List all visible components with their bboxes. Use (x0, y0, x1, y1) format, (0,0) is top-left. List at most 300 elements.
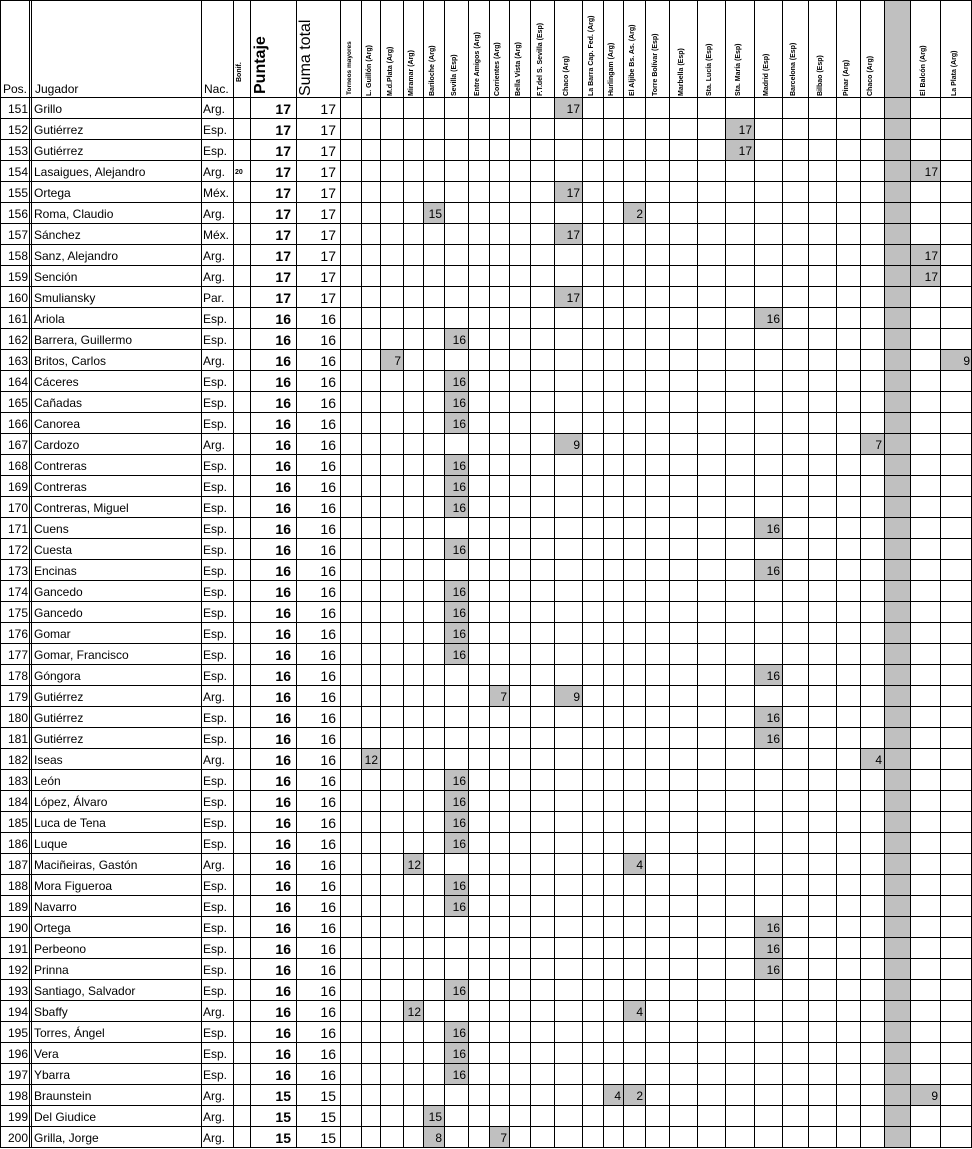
tournament-score: 16 (452, 501, 466, 515)
tournament-score: 15 (428, 1110, 442, 1124)
cell-score: 17 (275, 101, 291, 117)
cell-name: Contreras (34, 480, 87, 494)
cell-name: Sbaffy (34, 1005, 68, 1019)
tournament-header: El Aljibe Bs. As. (Arg) (629, 24, 636, 96)
cell-bonif (233, 1085, 250, 1106)
table-row (0, 266, 972, 287)
tournament-score: 15 (428, 207, 442, 221)
table-row (0, 770, 972, 791)
cell-pos: 172 (7, 543, 28, 557)
grid-vline (940, 0, 941, 1148)
table-row (0, 644, 972, 665)
grid-hline (0, 328, 972, 329)
grid-vline (201, 0, 202, 1148)
cell-sum: 16 (320, 731, 336, 747)
cell-pos: 173 (7, 564, 28, 578)
cell-sum: 15 (320, 1088, 336, 1104)
cell-sum: 17 (320, 101, 336, 117)
table-row (0, 1022, 972, 1043)
tournament-score: 12 (364, 753, 378, 767)
cell-nac: Esp. (203, 627, 228, 641)
cell-score: 16 (275, 416, 291, 432)
cell-nac: Esp. (203, 396, 228, 410)
table-row (0, 1127, 972, 1148)
cell-bonif (233, 560, 250, 581)
grid-vline (250, 0, 251, 1148)
header-pos: Pos. (3, 82, 28, 96)
cell-name: Barrera, Guillermo (34, 333, 133, 347)
cell-score: 17 (275, 206, 291, 222)
table-row (0, 497, 972, 518)
cell-sum: 16 (320, 647, 336, 663)
grid-hline (0, 601, 972, 602)
cell-score: 17 (275, 185, 291, 201)
cell-pos: 185 (7, 816, 28, 830)
table-row (0, 665, 972, 686)
cell-name: Sánchez (34, 228, 81, 242)
tournament-score: 16 (766, 921, 780, 935)
cell-score: 16 (275, 458, 291, 474)
tournament-score: 9 (931, 1089, 938, 1103)
cell-score: 17 (275, 227, 291, 243)
cell-bonif (233, 581, 250, 602)
cell-pos: 165 (7, 396, 28, 410)
cell-pos: 159 (7, 270, 28, 284)
grid-vline (403, 0, 404, 1148)
cell-bonif (233, 266, 250, 287)
grid-vline (444, 0, 445, 1148)
grid-hline (0, 412, 972, 413)
cell-sum: 16 (320, 395, 336, 411)
cell-score: 16 (275, 1004, 291, 1020)
cell-sum: 16 (320, 542, 336, 558)
cell-score: 16 (275, 731, 291, 747)
tournament-score: 7 (875, 438, 882, 452)
grid-hline (0, 454, 972, 455)
cell-sum: 16 (320, 626, 336, 642)
cell-pos: 162 (7, 333, 28, 347)
cell-pos: 177 (7, 648, 28, 662)
tournament-score: 17 (738, 123, 752, 137)
cell-pos: 171 (7, 522, 28, 536)
tournament-score: 16 (452, 627, 466, 641)
cell-nac: Esp. (203, 1047, 228, 1061)
cell-pos: 181 (7, 732, 28, 746)
tournament-score: 16 (452, 480, 466, 494)
tournament-header: Bella Vista (Arg) (515, 42, 522, 96)
cell-score: 16 (275, 962, 291, 978)
cell-name: Sanz, Alejandro (34, 249, 119, 263)
cell-bonif (233, 350, 250, 371)
cell-nac: Esp. (203, 333, 228, 347)
cell-score: 17 (275, 248, 291, 264)
grid-vline (361, 0, 362, 1148)
cell-sum: 17 (320, 290, 336, 306)
table-row (0, 833, 972, 854)
cell-nac: Arg. (203, 438, 226, 452)
tournament-score: 16 (452, 375, 466, 389)
grid-hline (0, 937, 972, 938)
cell-bonif (233, 728, 250, 749)
cell-bonif (233, 1064, 250, 1085)
cell-bonif: 20 (235, 169, 243, 176)
cell-score: 16 (275, 563, 291, 579)
cell-bonif (233, 119, 250, 140)
cell-bonif (233, 539, 250, 560)
cell-sum: 16 (320, 815, 336, 831)
cell-score: 16 (275, 395, 291, 411)
grid-hline (0, 286, 972, 287)
cell-score: 16 (275, 794, 291, 810)
table-row (0, 119, 972, 140)
cell-name: Ybarra (34, 1068, 71, 1082)
tournament-header: Torre Bolívar (Esp) (652, 33, 659, 96)
table-row (0, 791, 972, 812)
cell-pos: 152 (7, 123, 28, 137)
grid-vline (489, 0, 490, 1148)
cell-nac: Esp. (203, 732, 228, 746)
table-row (0, 287, 972, 308)
grid-vline (754, 0, 755, 1148)
tournament-header: La Barra Cap. Fed. (Arg) (588, 15, 595, 96)
table-row (0, 875, 972, 896)
tournament-score: 16 (452, 1026, 466, 1040)
cell-pos: 190 (7, 921, 28, 935)
tournament-header: Barcelona (Esp) (790, 42, 797, 96)
cell-nac: Arg. (203, 690, 226, 704)
cell-sum: 16 (320, 920, 336, 936)
cell-pos: 184 (7, 795, 28, 809)
cell-nac: Méx. (203, 228, 230, 242)
cell-pos: 191 (7, 942, 28, 956)
table-row (0, 224, 972, 245)
cell-score: 16 (275, 605, 291, 621)
cell-nac: Arg. (203, 1110, 226, 1124)
grid-hline (0, 769, 972, 770)
cell-score: 16 (275, 1046, 291, 1062)
grid-hline (0, 664, 972, 665)
grid-hline (0, 202, 972, 203)
grid-hline (0, 1147, 972, 1148)
tournament-score: 16 (766, 564, 780, 578)
cell-bonif (233, 938, 250, 959)
cell-nac: Arg. (203, 270, 226, 284)
cell-nac: Esp. (203, 900, 228, 914)
cell-name: Cardozo (34, 438, 80, 452)
tournament-score: 16 (452, 648, 466, 662)
tournament-header: F.T.del S. Sevilla (Esp) (537, 22, 544, 96)
grid-hline (0, 538, 972, 539)
cell-nac: Esp. (203, 543, 228, 557)
table-row (0, 728, 972, 749)
table-row (0, 350, 972, 371)
cell-pos: 192 (7, 963, 28, 977)
tournament-score: 17 (566, 186, 580, 200)
cell-name: Prinna (34, 963, 69, 977)
grid-hline (0, 370, 972, 371)
cell-bonif (233, 875, 250, 896)
cell-bonif (233, 518, 250, 539)
tournament-score: 2 (636, 1089, 643, 1103)
cell-pos: 174 (7, 585, 28, 599)
cell-sum: 16 (320, 437, 336, 453)
cell-score: 16 (275, 878, 291, 894)
cell-pos: 188 (7, 879, 28, 893)
cell-score: 16 (275, 710, 291, 726)
cell-pos: 175 (7, 606, 28, 620)
grid-hline (0, 160, 972, 161)
cell-score: 16 (275, 542, 291, 558)
grid-hline (0, 643, 972, 644)
grid-hline (0, 139, 972, 140)
cell-bonif (233, 770, 250, 791)
grid-hline (0, 391, 972, 392)
tournament-score: 9 (963, 354, 970, 368)
cell-sum: 16 (320, 710, 336, 726)
cell-score: 15 (275, 1109, 291, 1125)
cell-nac: Esp. (203, 459, 228, 473)
tournament-score: 16 (766, 963, 780, 977)
grid-hline (0, 811, 972, 812)
table-row (0, 1106, 972, 1127)
tournament-score: 16 (766, 312, 780, 326)
table-row (0, 1085, 972, 1106)
grid-vline (31, 0, 32, 1148)
cell-sum: 16 (320, 563, 336, 579)
cell-name: Maciñeiras, Gastón (34, 858, 138, 872)
table-row (0, 245, 972, 266)
grid-hline (0, 475, 972, 476)
grid-hline (0, 517, 972, 518)
cell-name: Cáceres (34, 375, 79, 389)
tournament-score: 16 (766, 522, 780, 536)
grid-vline (509, 0, 510, 1148)
grid-vline (29, 0, 30, 1148)
cell-pos: 183 (7, 774, 28, 788)
cell-sum: 16 (320, 374, 336, 390)
cell-nac: Méx. (203, 186, 230, 200)
cell-pos: 178 (7, 669, 28, 683)
cell-name: Grillo (34, 102, 63, 116)
cell-sum: 16 (320, 962, 336, 978)
cell-name: Ortega (34, 186, 71, 200)
cell-sum: 16 (320, 983, 336, 999)
cell-pos: 199 (7, 1110, 28, 1124)
grid-vline (910, 0, 911, 1148)
cell-sum: 16 (320, 689, 336, 705)
cell-pos: 163 (7, 354, 28, 368)
cell-score: 16 (275, 521, 291, 537)
cell-score: 16 (275, 374, 291, 390)
cell-score: 16 (275, 983, 291, 999)
table-row (0, 392, 972, 413)
cell-pos: 193 (7, 984, 28, 998)
cell-nac: Esp. (203, 417, 228, 431)
grid-hline (0, 265, 972, 266)
grid-hline (0, 895, 972, 896)
cell-name: Luca de Tena (34, 816, 106, 830)
cell-bonif (233, 602, 250, 623)
cell-nac: Esp. (203, 501, 228, 515)
cell-nac: Arg. (203, 1131, 226, 1145)
grid-vline (623, 0, 624, 1148)
cell-nac: Arg. (203, 1005, 226, 1019)
tournament-score: 16 (766, 711, 780, 725)
cell-pos: 156 (7, 207, 28, 221)
cell-pos: 195 (7, 1026, 28, 1040)
cell-name: Gomar (34, 627, 71, 641)
grid-hline (0, 853, 972, 854)
cell-bonif (233, 476, 250, 497)
cell-pos: 160 (7, 291, 28, 305)
grid-hline (0, 958, 972, 959)
cell-sum: 16 (320, 857, 336, 873)
grid-vline (380, 0, 381, 1148)
header-bonif: Bonif. (236, 62, 243, 82)
tournament-score: 17 (924, 249, 938, 263)
tournament-score: 16 (452, 1047, 466, 1061)
table-row (0, 1043, 972, 1064)
cell-pos: 180 (7, 711, 28, 725)
grid-hline (0, 307, 972, 308)
cell-bonif (233, 287, 250, 308)
grid-hline (0, 832, 972, 833)
grid-hline (0, 1000, 972, 1001)
tournament-score: 4 (614, 1089, 621, 1103)
cell-pos: 197 (7, 1068, 28, 1082)
cell-score: 16 (275, 899, 291, 915)
grid-hline (0, 916, 972, 917)
tournament-score: 17 (924, 270, 938, 284)
tournament-score: 4 (636, 1005, 643, 1019)
cell-bonif (233, 854, 250, 875)
table-row (0, 371, 972, 392)
cell-score: 16 (275, 941, 291, 957)
cell-name: Contreras (34, 459, 87, 473)
cell-bonif (233, 707, 250, 728)
tournament-score: 7 (394, 354, 401, 368)
cell-name: Iseas (34, 753, 63, 767)
table-row (0, 476, 972, 497)
cell-sum: 16 (320, 1046, 336, 1062)
cell-sum: 16 (320, 794, 336, 810)
cell-name: Mora Figueroa (34, 879, 113, 893)
cell-name: Braunstein (34, 1089, 92, 1103)
tournament-score: 16 (452, 459, 466, 473)
cell-nac: Arg. (203, 354, 226, 368)
cell-score: 16 (275, 836, 291, 852)
cell-name: Gancedo (34, 606, 83, 620)
cell-name: Navarro (34, 900, 77, 914)
table-row (0, 434, 972, 455)
cell-score: 17 (275, 164, 291, 180)
cell-name: Gancedo (34, 585, 83, 599)
cell-score: 16 (275, 626, 291, 642)
table-row (0, 413, 972, 434)
table-row (0, 938, 972, 959)
cell-score: 16 (275, 647, 291, 663)
cell-sum: 16 (320, 1067, 336, 1083)
tournament-score: 16 (452, 774, 466, 788)
cell-bonif (233, 203, 250, 224)
cell-nac: Esp. (203, 144, 228, 158)
cell-sum: 17 (320, 269, 336, 285)
tournament-header: Chaco (Arg) (563, 55, 570, 96)
cell-sum: 16 (320, 668, 336, 684)
table-row (0, 203, 972, 224)
cell-pos: 167 (7, 438, 28, 452)
cell-sum: 17 (320, 227, 336, 243)
cell-pos: 194 (7, 1005, 28, 1019)
cell-bonif (233, 749, 250, 770)
cell-score: 16 (275, 500, 291, 516)
cell-nac: Par. (203, 291, 225, 305)
tournament-header: Miramar (Arg) (408, 50, 415, 96)
table-row (0, 455, 972, 476)
tournament-header: Hurlingam (Arg) (608, 42, 615, 96)
grid-vline (860, 0, 861, 1148)
cell-bonif (233, 98, 250, 119)
header-puntaje: Puntaje (252, 36, 269, 94)
cell-nac: Esp. (203, 480, 228, 494)
cell-score: 16 (275, 920, 291, 936)
cell-nac: Arg. (203, 753, 226, 767)
tournament-score: 17 (924, 165, 938, 179)
cell-score: 16 (275, 689, 291, 705)
table-row (0, 161, 972, 182)
grid-hline (0, 223, 972, 224)
tournament-header: Pinar (Arg) (843, 59, 850, 96)
cell-pos: 161 (7, 312, 28, 326)
cell-pos: 179 (7, 690, 28, 704)
cell-sum: 16 (320, 899, 336, 915)
tournament-header: M.d.Plata (Arg) (387, 46, 394, 96)
header-nac: Nac. (204, 82, 229, 96)
cell-pos: 200 (7, 1131, 28, 1145)
cell-score: 17 (275, 269, 291, 285)
grid-vline (603, 0, 604, 1148)
tournament-score: 17 (738, 144, 752, 158)
cell-sum: 16 (320, 332, 336, 348)
cell-bonif (233, 959, 250, 980)
tournament-score: 16 (766, 669, 780, 683)
grid-hline (0, 97, 972, 98)
grid-hline (0, 1084, 972, 1085)
cell-nac: Esp. (203, 669, 228, 683)
table-row (0, 854, 972, 875)
cell-bonif (233, 392, 250, 413)
cell-score: 16 (275, 332, 291, 348)
grid-hline (0, 433, 972, 434)
tournament-score: 16 (452, 984, 466, 998)
cell-name: Cañadas (34, 396, 83, 410)
tournament-score: 16 (452, 543, 466, 557)
cell-nac: Esp. (203, 312, 228, 326)
grid-vline (554, 0, 555, 1148)
cell-sum: 16 (320, 521, 336, 537)
grid-hline (0, 685, 972, 686)
cell-name: Luque (34, 837, 68, 851)
cell-sum: 16 (320, 458, 336, 474)
grid-hline (0, 874, 972, 875)
tournament-header: Madrid (Esp) (763, 53, 770, 96)
cell-score: 16 (275, 353, 291, 369)
cell-name: Contreras, Miguel (34, 501, 129, 515)
cell-score: 16 (275, 815, 291, 831)
grid-vline (808, 0, 809, 1148)
grid-hline (0, 1063, 972, 1064)
cell-name: Gutiérrez (34, 711, 84, 725)
